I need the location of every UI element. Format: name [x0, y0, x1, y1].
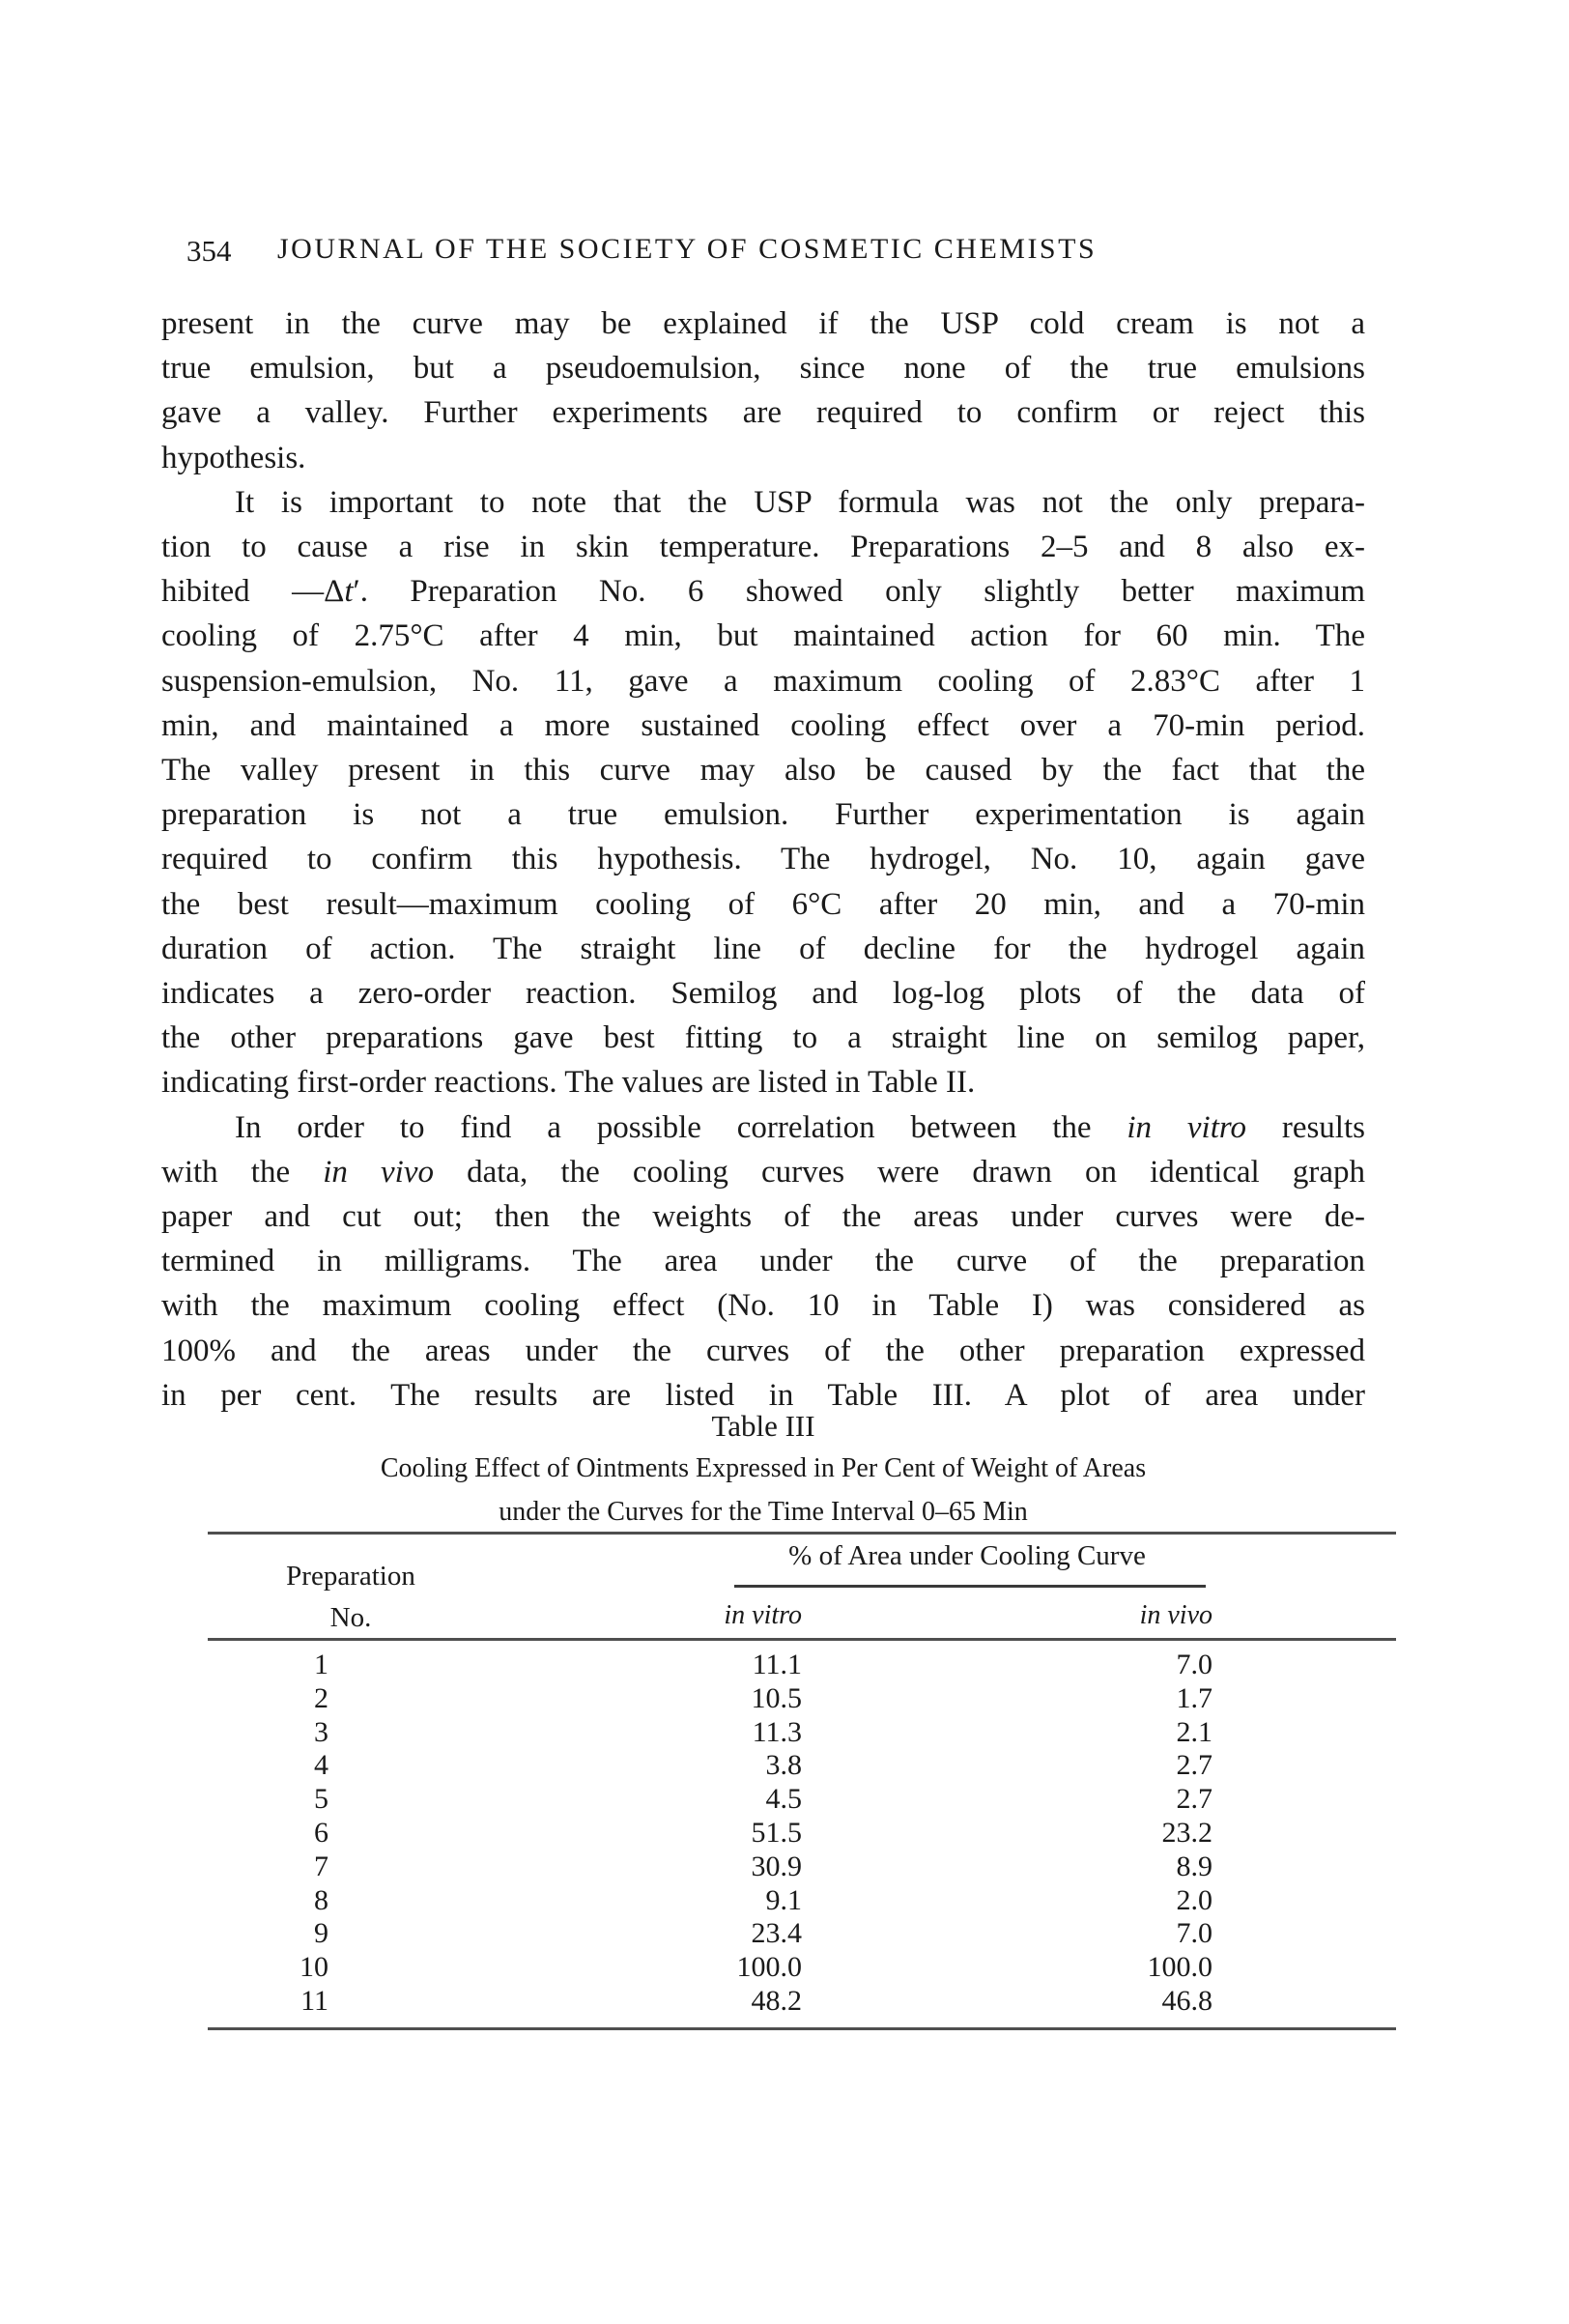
cell-in-vitro: 9.1 [765, 1883, 802, 1916]
cell-in-vivo: 100.0 [1147, 1951, 1212, 1984]
body-line: the best result—maximum cooling of 6°C after 20 min, and a 70-min [161, 886, 1365, 922]
cell-preparation-no: 6 [314, 1816, 328, 1849]
body-line: true emulsion, but a pseudoemulsion, since none of the true emulsions [161, 351, 1365, 387]
table-caption-line-1: Cooling Effect of Ointments Expressed in Per Cent of Weight of Areas [380, 1453, 1147, 1483]
body-line: with the in vivo data, the cooling curves were drawn on identical graph [161, 1154, 1365, 1190]
cell-preparation-no: 11 [300, 1984, 328, 2017]
table-row [208, 1783, 1396, 1817]
cell-preparation-no: 4 [314, 1749, 328, 1782]
table-top-rule [208, 1532, 1396, 1535]
in-vivo-header: in vivo [1139, 1600, 1212, 1630]
cell-in-vitro: 100.0 [736, 1951, 802, 1984]
cell-in-vitro: 48.2 [751, 1984, 802, 2017]
body-line: cooling of 2.75°C after 4 min, but maintained action for 60 min. The [161, 618, 1365, 654]
body-line: preparation is not a true emulsion. Further experimentation is again [161, 797, 1365, 833]
body-line: In order to find a possible correlation between the in vitro results [235, 1109, 1365, 1145]
page-number: 354 [186, 234, 232, 268]
body-line: indicating first-order reactions. The values are listed in Table II. [161, 1065, 976, 1101]
table-header-rule [208, 1638, 1396, 1641]
body-line: duration of action. The straight line of decline for the hydrogel again [161, 931, 1365, 966]
table-caption-line-2: under the Curves for the Time Interval 0–65 Min [499, 1497, 1028, 1527]
cell-preparation-no: 8 [314, 1883, 328, 1916]
preparation-header: Preparation [286, 1561, 415, 1592]
body-line: the other preparations gave best fitting to a straight line on semilog paper, [161, 1020, 1365, 1056]
cell-in-vivo: 2.7 [1176, 1749, 1212, 1782]
preparation-no-header: No. [329, 1602, 372, 1633]
body-line: It is important to note that the USP formula was not the only prepara- [235, 484, 1365, 520]
body-line: indicates a zero-order reaction. Semilog and log-log plots of the data of [161, 976, 1365, 1012]
body-line: with the maximum cooling effect (No. 10 in Table I) was considered as [161, 1288, 1365, 1324]
table-row [208, 1985, 1396, 2019]
cell-in-vivo: 2.0 [1176, 1883, 1212, 1916]
cell-preparation-no: 3 [314, 1715, 328, 1748]
table-row [208, 1716, 1396, 1750]
body-line: hibited —Δt′. Preparation No. 6 showed only slightly better maximum [161, 574, 1366, 610]
body-line: The valley present in this curve may also be caused by the fact that the [161, 753, 1365, 789]
running-head [0, 232, 1569, 274]
table-row [208, 1851, 1396, 1884]
body-line: paper and cut out; then the weights of the areas under curves were de- [161, 1199, 1365, 1235]
table-row [208, 1749, 1396, 1783]
body-line: required to confirm this hypothesis. The hydrogel, No. 10, again gave [161, 842, 1365, 877]
cell-in-vivo: 8.9 [1176, 1850, 1212, 1882]
table-rows [208, 1649, 1396, 2019]
body-line: tion to cause a rise in skin temperature. Preparations 2–5 and 8 also ex- [161, 530, 1365, 565]
cell-in-vitro: 4.5 [765, 1783, 802, 1816]
journal-title: JOURNAL OF THE SOCIETY OF COSMETIC CHEMISTS [277, 233, 1098, 265]
body-line: suspension-emulsion, No. 11, gave a maximum cooling of 2.83°C after 1 [161, 663, 1365, 699]
cell-in-vivo: 7.0 [1176, 1917, 1212, 1950]
table-row [208, 1817, 1396, 1851]
body-line: termined in milligrams. The area under the curve of the preparation [161, 1244, 1365, 1279]
cell-preparation-no: 10 [300, 1951, 328, 1984]
cell-in-vivo: 2.1 [1176, 1715, 1212, 1748]
cell-in-vitro: 3.8 [765, 1749, 802, 1782]
cell-preparation-no: 2 [314, 1681, 328, 1714]
column-group-rule [734, 1585, 1206, 1588]
cell-in-vivo: 2.7 [1176, 1783, 1212, 1816]
cell-preparation-no: 5 [314, 1783, 328, 1816]
table-row [208, 1917, 1396, 1951]
table-row [208, 1951, 1396, 1985]
body-line: gave a valley. Further experiments are required to confirm or reject this [161, 395, 1365, 431]
table-row [208, 1682, 1396, 1716]
cell-in-vivo: 1.7 [1176, 1681, 1212, 1714]
cell-in-vitro: 11.3 [752, 1715, 802, 1748]
cell-in-vitro: 51.5 [751, 1816, 802, 1849]
body-line: 100% and the areas under the curves of the other preparation expressed [161, 1333, 1365, 1368]
cell-in-vivo: 7.0 [1176, 1649, 1212, 1680]
cell-in-vitro: 10.5 [751, 1681, 802, 1714]
body-line: hypothesis. [161, 440, 306, 475]
in-vitro-header: in vitro [724, 1600, 802, 1630]
table-row [208, 1649, 1396, 1682]
cell-in-vitro: 30.9 [751, 1850, 802, 1882]
table-bottom-rule [208, 2027, 1396, 2030]
body-line: in per cent. The results are listed in Table III. A plot of area under [161, 1377, 1365, 1413]
article-body [161, 301, 1365, 1418]
cell-preparation-no: 7 [314, 1850, 328, 1882]
column-group-header: % of Area under Cooling Curve [788, 1540, 1146, 1571]
cell-in-vivo: 23.2 [1161, 1816, 1212, 1849]
cell-in-vitro: 11.1 [752, 1649, 802, 1680]
table-row [208, 1884, 1396, 1918]
cell-preparation-no: 1 [314, 1649, 328, 1680]
body-line: present in the curve may be explained if the USP cold cream is not a [161, 306, 1365, 341]
cell-preparation-no: 9 [314, 1917, 328, 1950]
cell-in-vivo: 46.8 [1161, 1984, 1212, 2017]
cell-in-vitro: 23.4 [751, 1917, 802, 1950]
table-iii [208, 1527, 1396, 2039]
table-title: Table III [711, 1409, 815, 1443]
body-line: min, and maintained a more sustained cooling effect over a 70-min period. [161, 707, 1365, 743]
